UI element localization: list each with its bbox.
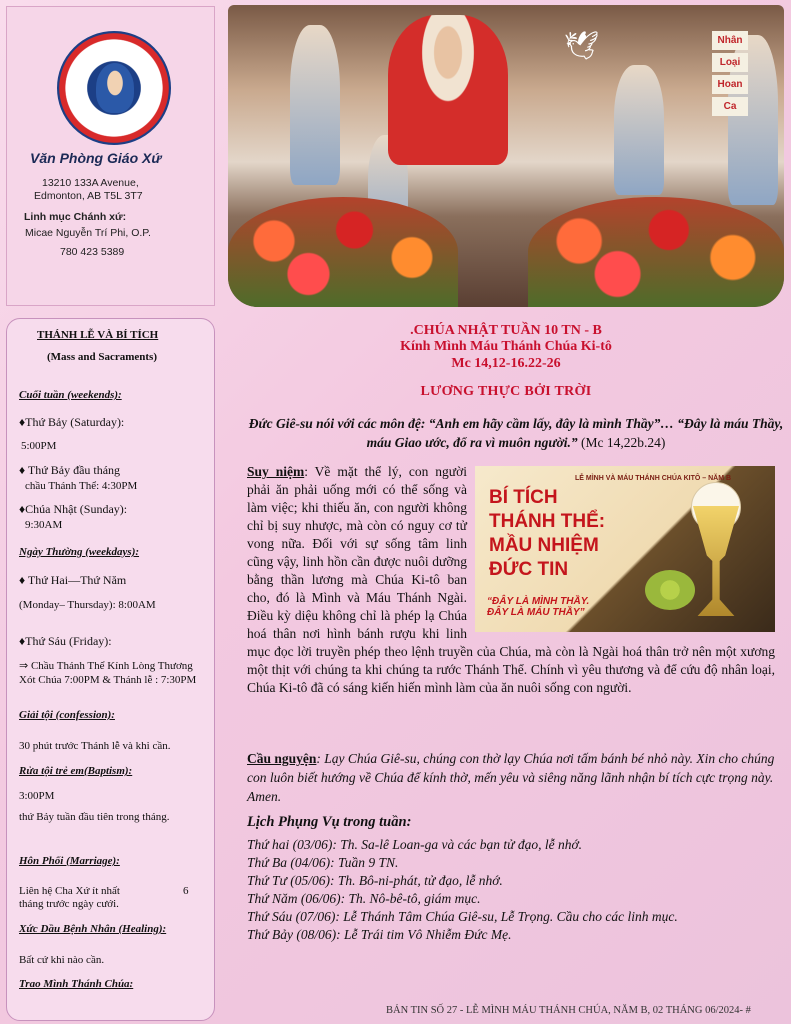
baptism-time: 3:00PM	[19, 790, 55, 802]
communion-heading: Trao Mình Thánh Chúa:	[19, 978, 134, 990]
sunday-label: ♦Chúa Nhật (Sunday):	[19, 502, 128, 516]
church-altar-photo	[228, 5, 784, 307]
graphic-title-line4: ĐỨC TIN	[489, 559, 569, 580]
mon-thu-time: (Monday– Thursday): 8:00AM	[19, 599, 156, 611]
confession-time: 30 phút trước Thánh lễ và khi cần.	[19, 740, 171, 752]
liturgy-item: Thứ Sáu (07/06): Lễ Thánh Tâm Chúa Giê-su, Lễ Trọng. Cầu cho các linh mục.	[247, 909, 678, 924]
grapes-icon	[645, 570, 695, 610]
graphic-quote	[487, 596, 589, 618]
weekdays-heading: Ngày Thường (weekdays):	[19, 546, 140, 558]
marian-statue-left	[290, 25, 340, 185]
liturgy-title: Lịch Phụng Vụ trong tuần:	[247, 814, 412, 830]
virgin-mary-icon	[96, 63, 134, 113]
first-saturday-adoration: chầu Thánh Thể: 4:30PM	[25, 480, 138, 492]
first-saturday-label: ♦ Thứ Bảy đầu tháng	[19, 463, 121, 477]
saturday-time: 5:00PM	[21, 440, 57, 452]
graphic-caption: LỄ MÌNH VÀ MÁU THÁNH CHÚA KITÔ – NĂM B	[575, 475, 732, 482]
mon-thu-label: ♦ Thứ Hai—Thứ Năm	[19, 573, 127, 587]
office-address-line1: 13210 133A Avenue,	[42, 177, 139, 189]
prayer-label: Cầu nguyện	[247, 751, 317, 766]
schedule-title: THÁNH LỄ VÀ BÍ TÍCH	[37, 329, 159, 341]
marriage-months: 6	[183, 885, 189, 897]
baptism-heading: Rửa tội trẻ em(Baptism):	[19, 765, 133, 777]
flowers-right	[528, 197, 784, 307]
feast-heading: Kính Mình Máu Thánh Chúa Ki-tô	[400, 339, 612, 354]
graphic-title-line1: BÍ TÍCH	[489, 487, 558, 508]
marriage-heading: Hôn Phối (Marriage):	[19, 855, 120, 867]
theme-heading: LƯƠNG THỰC BỞI TRỜI	[420, 384, 592, 399]
hanging-banner	[712, 31, 748, 116]
mass-schedule-box	[6, 318, 215, 1021]
prayer-text: : Lạy Chúa Giê-su, chúng con thờ lạy Chúa nơi tấm bánh bé nhỏ này. Xin cho chúng con luôn biết hướng về Chúa để kính thờ, mến yêu và siêng năng lãnh nhận bí tích cực trọng này. Amen.	[247, 751, 775, 804]
flowers-left	[228, 197, 458, 307]
liturgy-list	[247, 836, 775, 944]
liturgy-item: Thứ Tư (05/06): Th. Bô-ni-phát, tử đạo, lễ nhớ.	[247, 873, 503, 888]
gospel-quote	[246, 414, 786, 452]
friday-adoration: ⇒ Chầu Thánh Thể Kính Lòng Thương Xót Chúa 7:00PM & Thánh lễ : 7:30PM	[19, 660, 197, 686]
sunday-time: 9:30AM	[25, 519, 63, 531]
prayer-section	[247, 749, 775, 806]
office-phone: 780 423 5389	[60, 246, 125, 258]
graphic-quote-line2: ĐÂY LÀ MÁU THẦY”	[487, 607, 585, 618]
weekends-heading: Cuối tuần (weekends):	[19, 389, 122, 401]
marian-statue-right	[614, 65, 664, 195]
liturgy-item: Thứ Bảy (08/06): Lễ Trái tim Vô Nhiễm Đức Mẹ.	[247, 927, 512, 942]
marriage-note-line2: tháng trước ngày cưới.	[19, 898, 119, 910]
sunday-heading: .CHÚA NHẬT TUẦN 10 TN - B	[410, 323, 602, 338]
sacred-heart-jesus-image	[388, 15, 508, 165]
bulletin-footer: BẢN TIN SỐ 27 - LỄ MÌNH MÁU THÁNH CHÚA, NĂM B, 02 THÁNG 06/2024- #	[386, 1005, 751, 1016]
schedule-subtitle: (Mass and Sacraments)	[47, 351, 157, 363]
quote-text: Đức Giê-su nói với các môn đệ: “Anh em hãy cầm lấy, đây là mình Thầy”… “Đây là máu Thầy, máu Giao ước, đổ ra vì muôn người.”	[248, 416, 784, 450]
healing-heading: Xức Dầu Bệnh Nhân (Healing):	[19, 923, 167, 935]
graphic-title-line3: MẦU NHIỆM	[489, 535, 599, 556]
banner-word: Loại	[712, 53, 748, 72]
confession-heading: Giải tội (confession):	[19, 709, 115, 721]
priest-label: Linh mục Chánh xứ:	[24, 211, 127, 223]
priest-name: Micae Nguyễn Trí Phi, O.P.	[25, 227, 151, 239]
gospel-reference: Mc 14,12-16.22-26	[451, 356, 561, 371]
friday-label: ♦Thứ Sáu (Friday):	[19, 634, 112, 648]
reflection-label: Suy niệm	[247, 464, 305, 479]
reflection-text: : Về mặt thể lý, con người phải ăn phải uống mới có thể sống và làm việc; khi thiếu ăn, con người không chỉ bị suy nhược, mà còn có nguy cơ tử vong nữa. Đối với sự sống tâm linh cũng vậy, linh hồn cần được nuôi dưỡng bằng thần lương mà Chúa Ki-tô ban cho, đó là Mình và Máu Thánh Ngài. Điều kỳ diệu không chỉ là phép lạ Chúa hoá thân nơi hình bánh rượu khi linh mục đọc lời truyền phép theo lệnh truyền của Chúa, mà còn là Ngài hoá thân trở nên một xương một thịt với chúng ta khi chúng ta rước Thánh Thể. Chính vì yêu thương và để cứu độ nhân loại, Chúa Ki-tô đã có sáng kiến hiến mình làm của ăn nuôi sống con người.	[247, 464, 775, 695]
office-title: Văn Phòng Giáo Xứ	[30, 150, 162, 166]
marriage-note-line1: Liên hệ Cha Xứ ít nhất	[19, 885, 120, 897]
quote-citation: (Mc 14,22b.24)	[577, 435, 666, 450]
parish-seal-logo	[57, 31, 171, 145]
reflection-section	[247, 463, 775, 697]
baptism-note: thứ Bảy tuần đầu tiên trong tháng.	[19, 811, 170, 823]
banner-word: Nhân	[712, 31, 748, 50]
banner-word: Ca	[712, 97, 748, 116]
saturday-label: ♦Thứ Bảy (Saturday):	[19, 415, 125, 429]
liturgy-item: Thứ Ba (04/06): Tuần 9 TN.	[247, 855, 399, 870]
liturgy-item: Thứ Năm (06/06): Th. Nô-bê-tô, giám mục.	[247, 891, 481, 906]
healing-note: Bất cứ khi nào cần.	[19, 954, 105, 966]
chalice-icon	[693, 506, 739, 616]
liturgy-item: Thứ hai (03/06): Th. Sa-lê Loan-ga và các bạn tử đạo, lễ nhớ.	[247, 837, 583, 852]
graphic-title-line2: THÁNH THỂ:	[489, 511, 606, 532]
eucharist-graphic	[475, 466, 775, 632]
graphic-quote-line1: “ĐÂY LÀ MÌNH THẦY.	[487, 596, 590, 607]
banner-word: Hoan	[712, 75, 748, 94]
office-address-line2: Edmonton, AB T5L 3T7	[34, 190, 143, 202]
dove-icon: 🕊	[564, 29, 600, 62]
